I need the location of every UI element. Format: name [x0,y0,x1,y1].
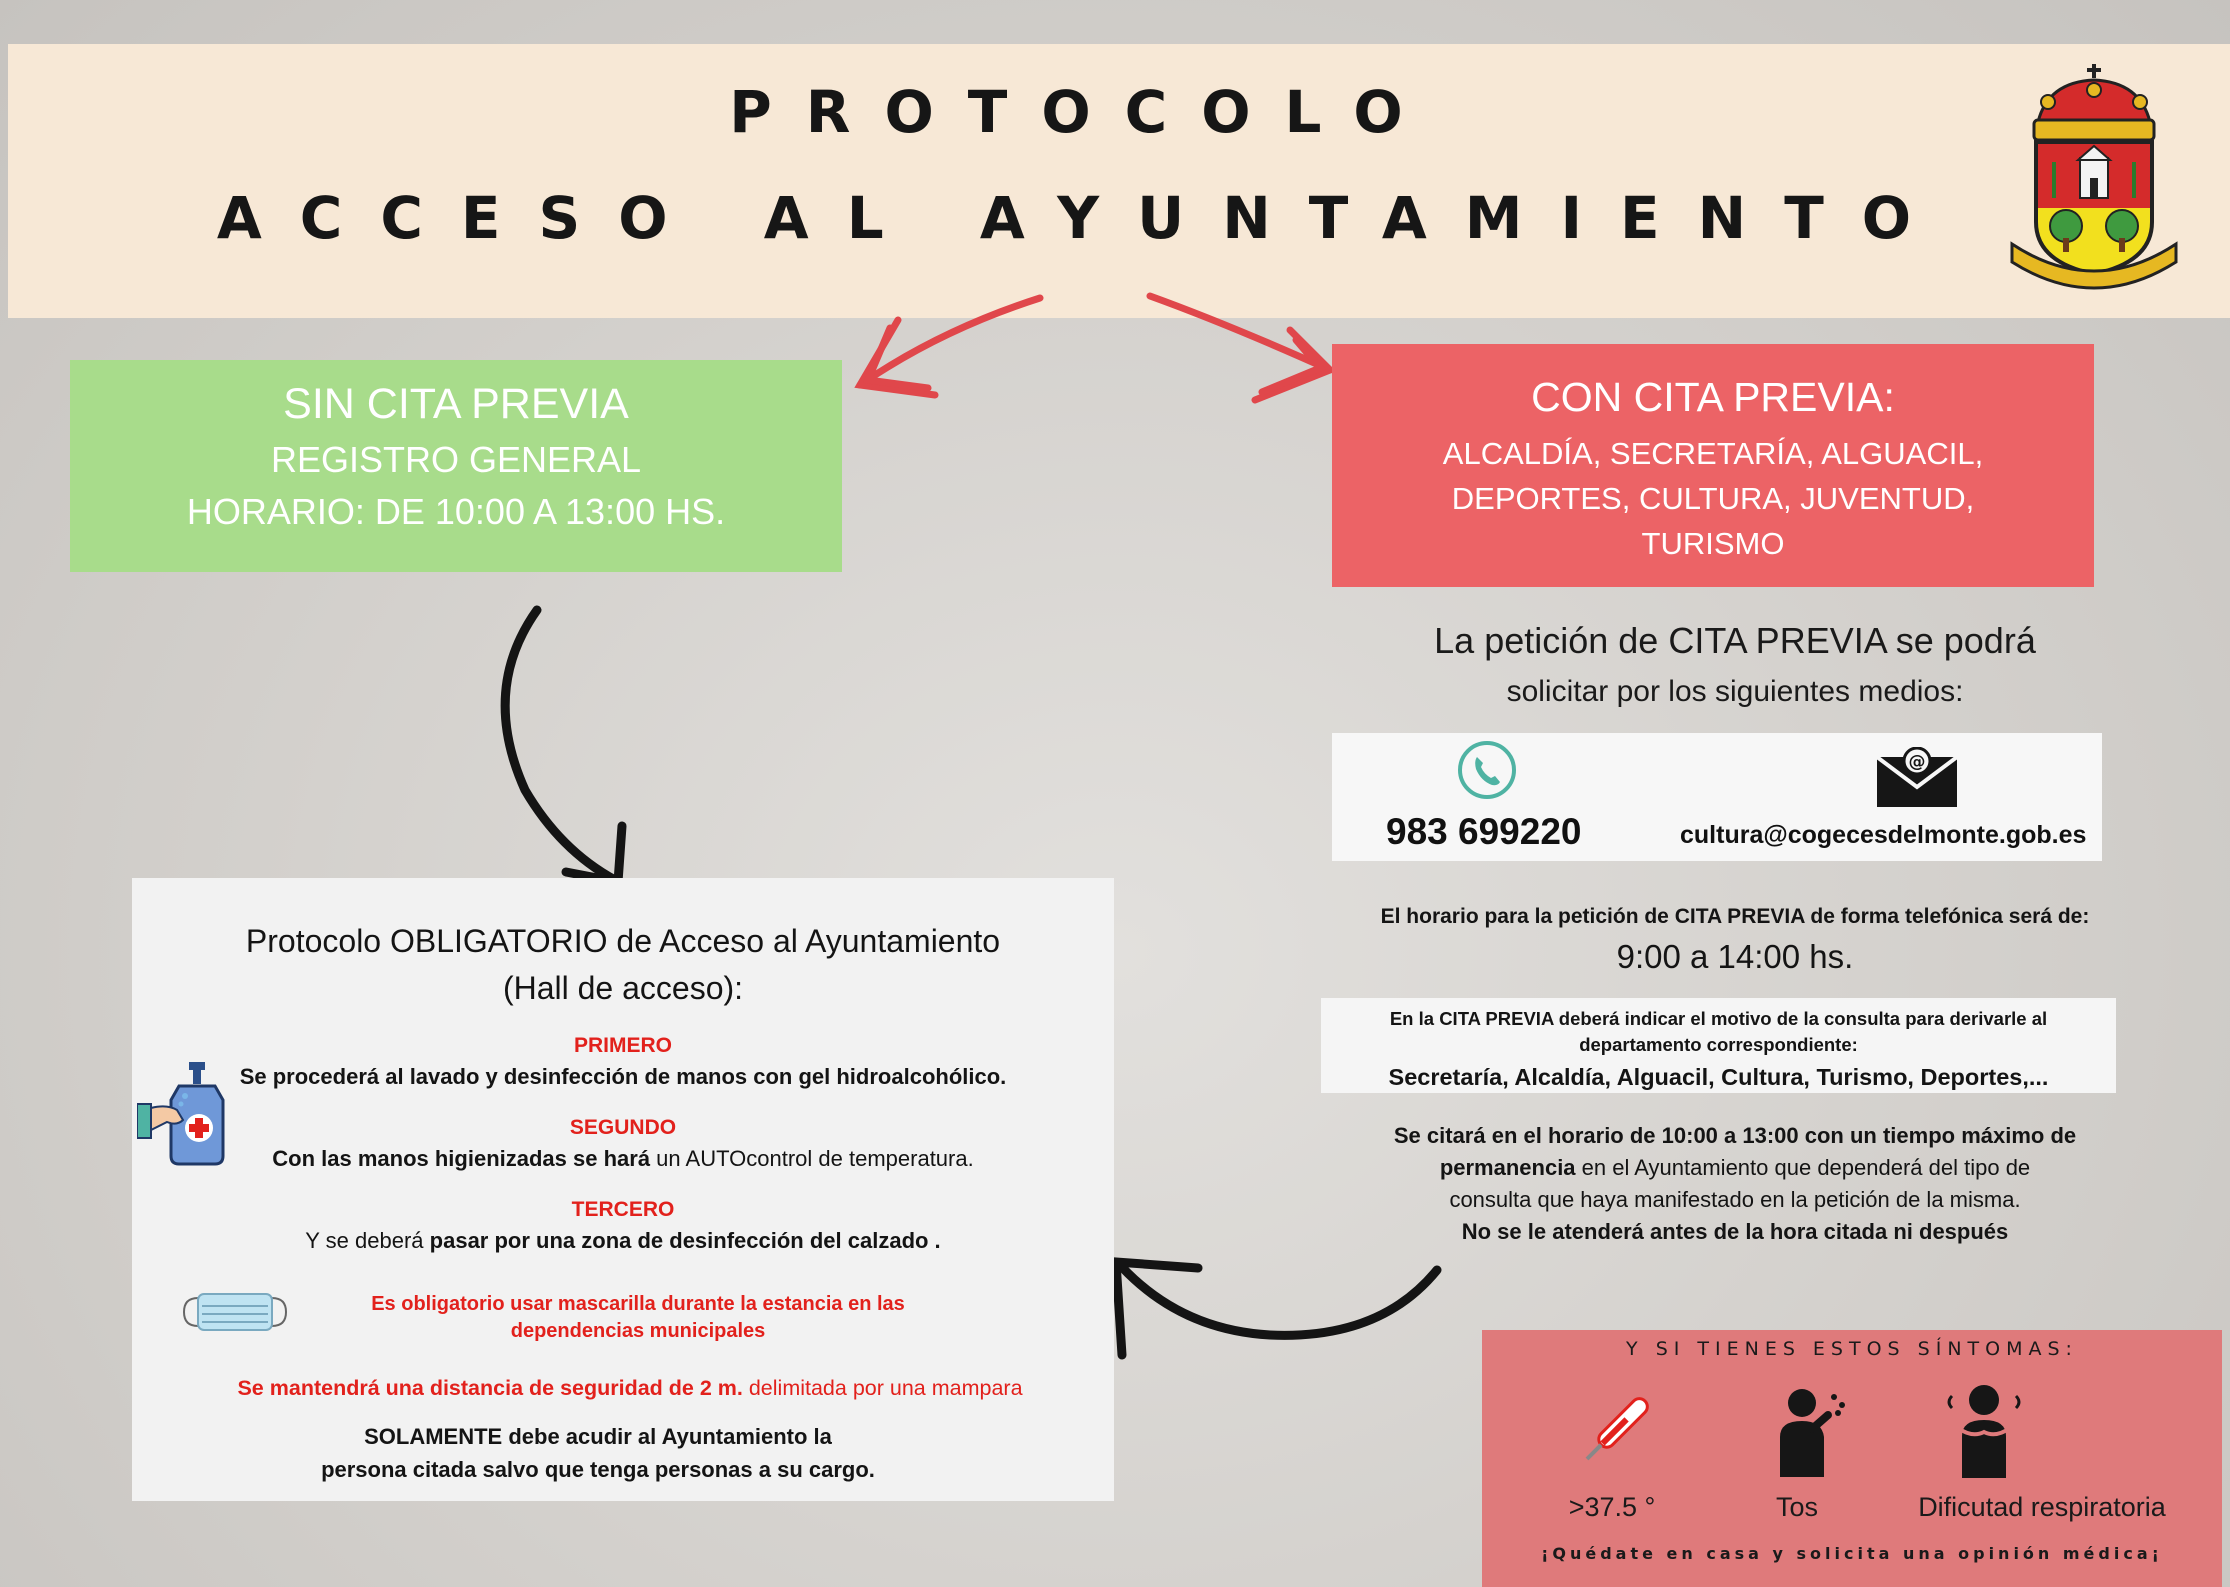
svg-text:@: @ [1908,752,1926,772]
black-arrow-down [505,610,622,882]
horario-line1: El horario para la petición de CITA PREVIA de forma telefónica será de: [1380,905,2090,928]
phone-icon [1456,739,1518,801]
envelope-at-icon [1875,747,1959,809]
con-cita-line2: DEPORTES, CULTURA, JUVENTUD, [1451,481,1975,516]
step3-start: Y se deberá [305,1228,430,1253]
step3-bold: pasar por una zona de desinfección del calzado . [429,1228,941,1253]
sin-cita-line1: REGISTRO GENERAL [270,439,642,480]
motivo-box [1321,998,2116,1093]
phone-number[interactable]: 983 699220 [1386,811,1582,852]
symptoms-panel [1482,1330,2222,1587]
con-cita-line3: TURISMO [1641,526,1785,561]
sin-cita-line2: HORARIO: DE 10:00 A 13:00 HS. [186,491,726,532]
citara-paragraph [1300,1120,2170,1248]
protocol-box [132,878,1114,1501]
email-link[interactable]: cultura@cogecesdelmonte.gob.es [1680,821,2087,849]
symptom-label-cough: Tos [1775,1492,1819,1522]
sin-cita-box [70,360,842,572]
citara-normal3: consulta que haya manifestado en la petición de la misma. [1449,1187,2021,1212]
breathing-difficulty-icon [1942,1380,2026,1485]
peticion-line2: solicitar por los siguientes medios: [1506,675,1964,708]
citara-bold2: permanencia [1439,1155,1576,1180]
con-cita-title: CON CITA PREVIA: [1531,374,1895,420]
distance-rest: delimitada por una mampara [742,1376,1023,1400]
step3-heading: TERCERO [571,1198,675,1221]
header-banner [8,44,2230,318]
face-mask-icon [180,1288,290,1336]
symptoms-title: Y SI TIENES ESTOS SÍNTOMAS: [1626,1338,2078,1360]
symptom-label-breathing: Dificutad respiratoria [1918,1492,2166,1522]
protocol-title-line2: (Hall de acceso): [502,970,744,1006]
protocol-title-line1: Protocolo OBLIGATORIO de Acceso al Ayuntamiento [245,923,1001,959]
horario-line2: 9:00 a 14:00 hs. [1616,938,1854,975]
citara-normal2: en el Ayuntamiento que dependerá del tipo de [1575,1155,2031,1180]
municipal-crest-logo [2008,62,2180,302]
peticion-line1: La petición de CITA PREVIA se podrá [1434,620,2036,661]
cough-icon [1772,1385,1856,1484]
solo-line1: SOLAMENTE debe acudir al Ayuntamiento la [364,1424,832,1449]
citara-bold4: No se le atenderá antes de la hora citada ni después [1461,1219,2009,1244]
step2-heading: SEGUNDO [569,1116,677,1139]
mask-line2: dependencias municipales [510,1320,766,1342]
distance-bold: Se mantendrá una distancia de seguridad de 2 m. [237,1376,743,1400]
motivo-line2: Secretaría, Alcaldía, Alguacil, Cultura, Turismo, Deportes,... [1388,1064,2049,1090]
con-cita-box [1332,344,2094,587]
symptom-label-fever: >37.5 ° [1568,1492,1656,1522]
title-line-1: PROTOCOLO [729,78,1437,146]
sin-cita-title: SIN CITA PREVIA [283,380,629,428]
mask-line1: Es obligatorio usar mascarilla durante la estancia en las [371,1293,905,1315]
title-line-2: ACCESO AL AYUNTAMIENTO [216,184,1950,252]
hand-sanitizer-icon [137,1060,247,1168]
motivo-line1: En la CITA PREVIA deberá indicar el motivo de la consulta para derivarle al departamento correspondiente: [1389,1008,2048,1055]
thermometer-icon [1574,1385,1658,1480]
con-cita-line1: ALCALDÍA, SECRETARÍA, ALGUACIL, [1442,436,1984,471]
step2-rest: un AUTOcontrol de temperatura. [650,1146,974,1171]
symptoms-footer: ¡Quédate en casa y solicita una opinión médica¡ [1541,1544,2163,1563]
contact-box [1332,733,2102,861]
step1-text: Se procederá al lavado y desinfección de manos con gel hidroalcohólico. [239,1064,1007,1089]
solo-line2: persona citada salvo que tenga personas a su cargo. [321,1457,875,1482]
citara-bold1: Se citará en el horario de 10:00 a 13:00 con un tiempo máximo de [1393,1123,2077,1148]
step1-heading: PRIMERO [573,1034,672,1057]
protocol-title [132,918,1114,1012]
step2-bold: Con las manos higienizadas se hará [272,1146,651,1171]
